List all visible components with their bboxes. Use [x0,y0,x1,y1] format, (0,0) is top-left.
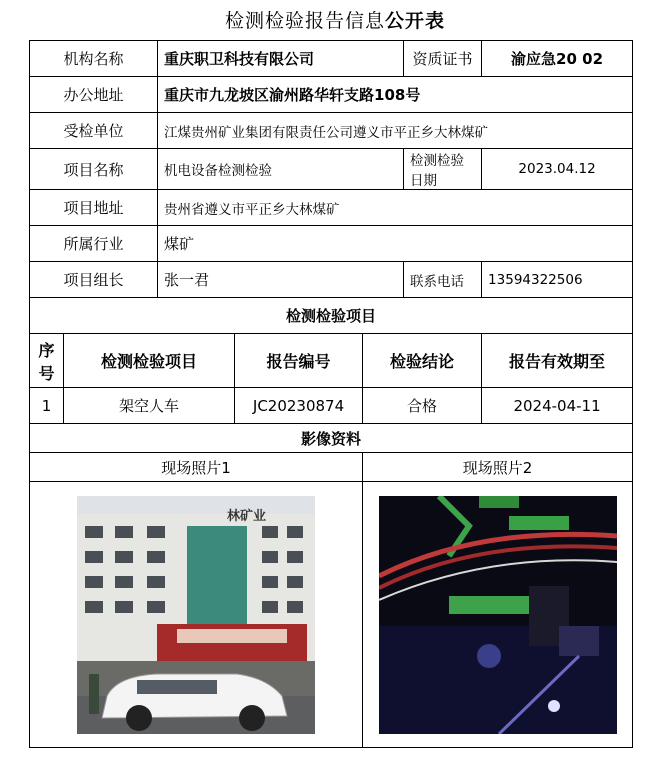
row-project [30,149,633,190]
photo1-cell [30,482,363,748]
cell-report-no: JC20230874 [235,388,363,424]
cert-label: 资质证书 [404,41,482,77]
cell-valid-until: 2024-04-11 [482,388,633,424]
phone-label: 联系电话 [404,262,482,298]
table-row [30,388,633,424]
title-normal: 检测检验报告信息 [224,10,385,32]
addr-value: 重庆市九龙坡区渝州路华轩支路108号 [158,77,633,113]
client-value: 江煤贵州矿业集团有限责任公司遵义市平正乡大林煤矿 [158,113,633,149]
header-conclusion: 检验结论 [363,334,482,388]
site-value: 贵州省遵义市平正乡大林煤矿 [158,190,633,226]
report-table [29,40,633,748]
media-title: 影像资料 [30,424,633,453]
row-photo-labels [30,453,633,482]
photo2-cell [363,482,633,748]
industry-value: 煤矿 [158,226,633,262]
page-title [0,6,670,33]
header-report-no: 报告编号 [235,334,363,388]
row-org [30,41,633,77]
photo2-label: 现场照片2 [363,453,633,482]
cell-no: 1 [30,388,64,424]
header-valid-until: 报告有效期至 [482,334,633,388]
header-no: 序号 [30,334,64,388]
row-industry [30,226,633,262]
date-value: 2023.04.12 [482,149,633,190]
row-leader [30,262,633,298]
cert-value: 渝应急20 02 [482,41,633,77]
items-header-row [30,334,633,388]
row-address [30,77,633,113]
title-bold: 公开表 [385,10,446,32]
building-sign: 林矿业 [227,508,267,524]
phone-value: 13594322506 [482,262,633,298]
org-value: 重庆职卫科技有限公司 [158,41,404,77]
industry-label: 所属行业 [30,226,158,262]
date-label: 检测检验日期 [404,149,482,190]
photo1-label: 现场照片1 [30,453,363,482]
row-items-title [30,298,633,334]
addr-label: 办公地址 [30,77,158,113]
site-label: 项目地址 [30,190,158,226]
client-label: 受检单位 [30,113,158,149]
header-item: 检测检验项目 [64,334,235,388]
project-label: 项目名称 [30,149,158,190]
photo-building [77,496,315,734]
org-label: 机构名称 [30,41,158,77]
photo-cable-car [379,496,617,734]
project-value: 机电设备检测检验 [158,149,404,190]
row-site [30,190,633,226]
cell-conclusion: 合格 [363,388,482,424]
row-photos [30,482,633,748]
items-section-title: 检测检验项目 [30,298,633,334]
cell-item: 架空人车 [64,388,235,424]
row-client [30,113,633,149]
row-media-title [30,424,633,453]
leader-label: 项目组长 [30,262,158,298]
leader-value: 张一君 [158,262,404,298]
